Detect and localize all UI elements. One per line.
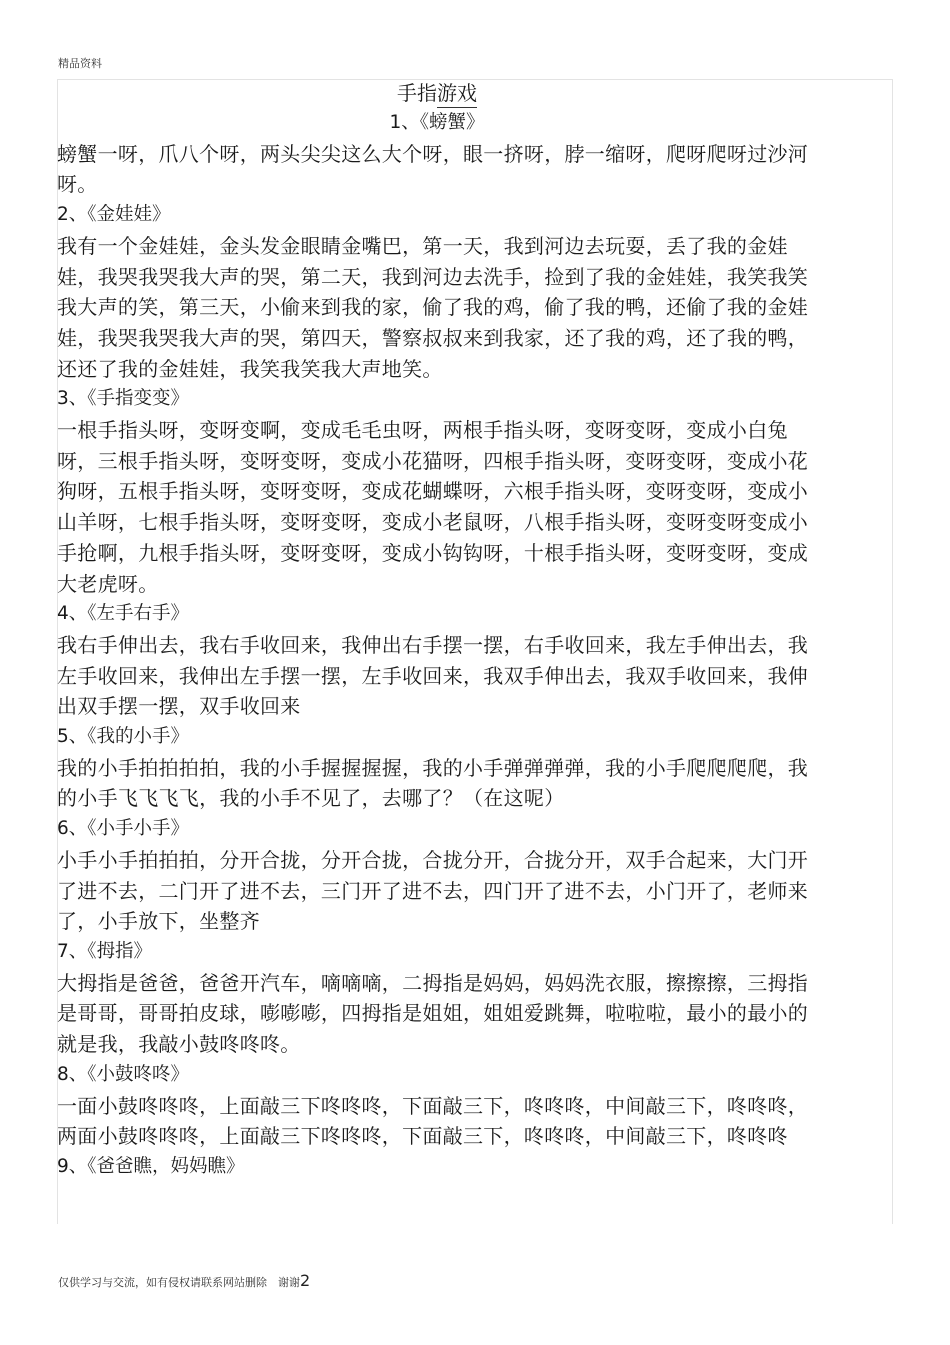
- section-body-2: 我有一个金娃娃，金头发金眼睛金嘴巴，第一天，我到河边去玩耍，丢了我的金娃娃，我哭我哭我大声的哭，第二天，我到河边去洗手，捡到了我的金娃娃，我笑我笑我大声的笑，第三天，小偷来到我的家，偷了我的鸡，偷了我的鸭，还偷了我的金娃娃，我哭我哭我大声的哭，第四天，警察叔叔来到我家，还了我的鸡，还了我的鸭，还还了我的金娃娃，我笑我笑我大声地笑。: [57, 233, 809, 381]
- header-tag: 精品资料: [58, 57, 102, 70]
- footer-text: 仅供学习与交流，如有侵权请联系网站删除 谢谢: [58, 1276, 300, 1289]
- section-heading-9: 9、《爸爸瞧，妈妈瞧》: [57, 1155, 245, 1177]
- section-heading-4: 4、《左手右手》: [57, 603, 190, 625]
- section-heading-7: 7、《拇指》: [57, 940, 153, 962]
- section-heading-5: 5、《我的小手》: [57, 726, 190, 748]
- section-body-7: 大拇指是爸爸，爸爸开汽车，嘀嘀嘀，二拇指是妈妈，妈妈洗衣服，擦擦擦，三拇指是哥哥，哥哥拍皮球，嘭嘭嘭，四拇指是姐姐，姐姐爱跳舞，啦啦啦，最小的最小的就是我，我敲小鼓咚咚咚。: [57, 970, 809, 1057]
- page-number: 2: [300, 1271, 311, 1290]
- section-body-3: 一根手指头呀，变呀变啊，变成毛毛虫呀，两根手指头呀，变呀变呀，变成小白兔呀，三根手指头呀，变呀变呀，变成小花猫呀，四根手指头呀，变呀变呀，变成小花狗呀，五根手指头呀，变呀变呀，变成花蝴蝶呀，六根手指头呀，变呀变呀，变成小山羊呀，七根手指头呀，变呀变呀，变成小老鼠呀，八根手指头呀，变呀变呀变成小手抢啊，九根手指头呀，变呀变呀，变成小钩钩呀，十根手指头呀，变呀变呀，变成大老虎呀。: [57, 418, 809, 596]
- section-body-8: 一面小鼓咚咚咚，上面敲三下咚咚咚，下面敲三下，咚咚咚，中间敲三下，咚咚咚，两面小鼓咚咚咚，上面敲三下咚咚咚，下面敲三下，咚咚咚，中间敲三下，咚咚咚: [57, 1093, 809, 1149]
- document-content: [57, 80, 817, 1183]
- title-part1: 手指: [397, 81, 437, 105]
- section-heading-1: 1、《螃蟹》: [389, 112, 485, 133]
- section-heading-6: 6、《小手小手》: [57, 818, 190, 840]
- section-body-5: 我的小手拍拍拍拍，我的小手握握握握，我的小手弹弹弹弹，我的小手爬爬爬爬，我的小手飞飞飞飞，我的小手不见了，去哪了？（在这呢）: [57, 755, 809, 811]
- section-body-6: 小手小手拍拍拍，分开合拢，分开合拢，合拢分开，合拢分开，双手合起来，大门开了进不去，二门开了进不去，三门开了进不去，四门开了进不去，小门开了，老师来了，小手放下，坐整齐: [57, 847, 809, 934]
- title-part2: 游戏: [437, 80, 477, 108]
- footer-note: [58, 1271, 310, 1290]
- section-heading-2: 2、《金娃娃》: [57, 204, 171, 226]
- section-body-1: 螃蟹一呀，爪八个呀，两头尖尖这么大个呀，眼一挤呀，脖一缩呀，爬呀爬呀过沙河呀。: [57, 141, 809, 197]
- section-heading-3: 3、《手指变变》: [57, 388, 190, 410]
- document-title: [57, 80, 817, 108]
- section-heading-8: 8、《小鼓咚咚》: [57, 1063, 190, 1085]
- section-body-4: 我右手伸出去，我右手收回来，我伸出右手摆一摆，右手收回来，我左手伸出去，我左手收回来，我伸出左手摆一摆，左手收回来，我双手伸出去，我双手收回来，我伸出双手摆一摆，双手收回来: [57, 632, 809, 719]
